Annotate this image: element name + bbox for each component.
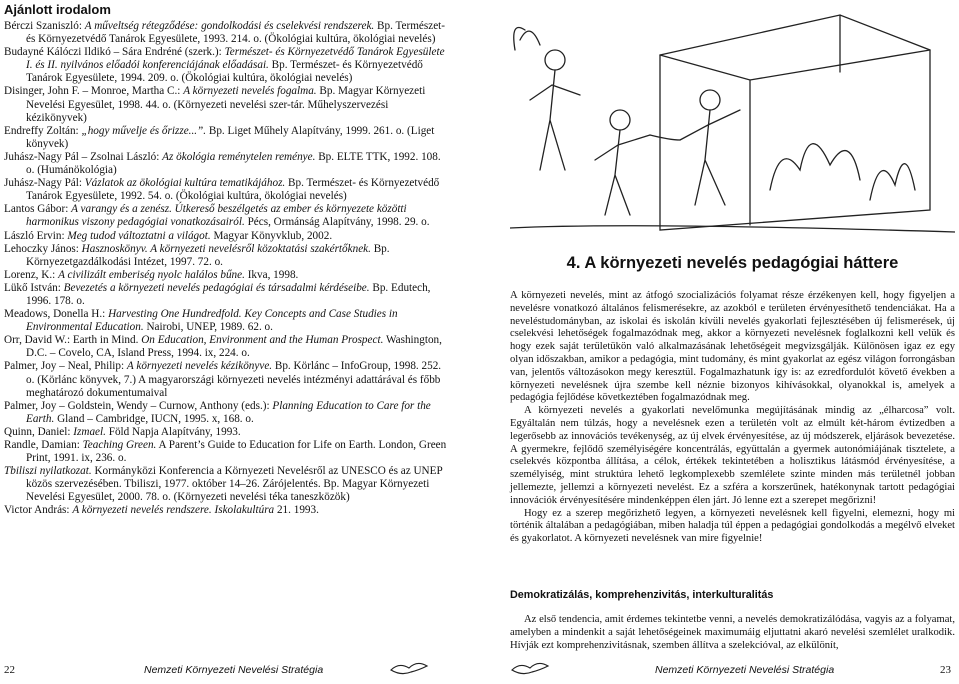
left-page-number: 22 (4, 664, 15, 676)
reference-item: Palmer, Joy – Neal, Philip: A környezeti nevelés kézikönyve. Bp. Körlánc – InfoGroup, 1998. 252. o. (Körlánc könyvek, 7.) A magyarországi környezeti nevelés intézményi adattárával és főbb meghatározó dokumentumaival (4, 360, 442, 399)
reference-item: Budayné Kálóczi Ildikó – Sára Endréné (szerk.): Természet- és Környezetvédő Tanárok Egyesülete I. és II. nyilvános előadói konferenciájának előadásai. Bp. Természet- és Környezetvédő Tanárok Egyesülete, 1994. 209. o. (Ökológiai kultúra, ökológiai nevelés) (4, 46, 445, 85)
right-footer-title: Nemzeti Környezeti Nevelési Stratégia (655, 664, 835, 676)
right-page (510, 0, 955, 684)
left-footer-title: Nemzeti Környezeti Nevelési Stratégia (144, 664, 324, 676)
reference-item: Lükő István: Bevezetés a környezeti nevelés pedagógiai és társadalmi kérdéseibe. Bp. Edutech, 1996. 178. o. (4, 281, 431, 307)
reference-item: László Ervin: Meg tudod változtatni a világot. Magyar Könyvklub, 2002. (4, 229, 333, 242)
footer-bird-icon (389, 658, 429, 678)
body-text-2 (510, 613, 955, 652)
footer-bird-icon (510, 658, 550, 678)
body-text (510, 290, 955, 546)
reference-list (4, 20, 449, 518)
reference-item: Quinn, Daniel: Izmael. Föld Napja Alapítvány, 1993. (4, 425, 241, 438)
subheading: Demokratizálás, komprehenzivitás, interkulturalitás (510, 589, 774, 601)
reference-item: Bérczi Szaniszló: A műveltség rétegződése: gondolkodási és cselekvési rendszerek. Bp. Természet- és Környezetvédő Tanárok Egyesülete, 1993. 214. o. (Ökológiai kultúra, ökológiai nevelés) (4, 20, 445, 46)
chapter-title: 4. A környezeti nevelés pedagógiai háttere (566, 254, 899, 272)
paragraph: Az első tendencia, amit érdemes tekintetbe venni, a nevelés demokratizálódása, vagyis az a folyamat, amelyben a mindenkit a saját lehetőségeinek maximumáig eljuttatni akaró nevelési szemlélet uralkodik. Hívják ezt komprehenzivitásnak, szemben állítva a szelekcióval, az elkülönít, (510, 614, 955, 651)
reference-item: Juhász-Nagy Pál: Vázlatok az ökológiai kultúra tematikájához. Bp. Természet- és Környezetvédő Tanárok Egyesülete, 1992. 54. o. (Ökológiai kultúra, ökológiai nevelés) (4, 177, 440, 203)
cartoon-illustration-image (510, 0, 955, 240)
reference-item: Palmer, Joy – Goldstein, Wendy – Curnow, Anthony (eds.): Planning Education to Care for the Earth. Gland – Cambridge, IUCN, 1995. x, 168. o. (4, 399, 431, 425)
reference-item: Lehoczky János: Hasznoskönyv. A környezeti nevelésről közoktatási szakértőknek. Bp. Környezetgazdálkodási Intézet, 1997. 72. o. (4, 242, 390, 268)
reference-item: Disinger, John F. – Monroe, Martha C.: A környezeti nevelés fogalma. Bp. Magyar Környezeti Nevelési Egyesület, 1998. 44. o. (Környezeti nevelési szer-tár. Műhelyszervezési kézikönyvek) (4, 85, 426, 124)
paragraph: A környezeti nevelés a gyakorlati nevelőmunka megújításának mindig az „élharcosa” volt. Egyáltalán nem túlzás, hogy a nevelésnek ezen a területén volt az elmúlt két-három évtizedben a legerősebb az innovációs tevékenység, az új elvek érvényesítése, az új módszerek, eljárások bevezetése. A gyermekre, fejlődő személyiségére koncentrálás, együttalán a gyermek autonómiájának tisztelete, a cselekvés központba állítása, a célok, értékek tekintetében a holisztikus látásmód érvényesítése, a személyiség, mint struktúra lehető legkomplexebb szemlélete szinte minden más területnél jobban jellemezte, jellemzi a környezeti nevelést. Ez a szféra a korszerűnek, hatékonynak tartott pedagógiai innovációk érvényesítésére mindenképpen élen járt. Jó lenne ezt a szerepet megőrizni! (510, 405, 955, 506)
reference-item: Tbiliszi nyilatkozat. Kormányközi Konferencia a Környezeti Nevelésről az UNESCO és az UNEP közös szervezésében. Tbiliszi, 1977. október 14–26. Zárójelentés. Bp. Magyar Környezeti Nevelési Egyesület, 2000. 78. o. (Környezeti nevelési téka taneszközök) (4, 465, 443, 504)
right-page-number: 23 (940, 664, 951, 676)
section-title: Ajánlott irodalom (4, 2, 111, 17)
reference-item: Lorenz, K.: A civilizált emberiség nyolc halálos bűne. Ikva, 1998. (4, 268, 299, 281)
paragraph: Hogy ez a szerep megőrizhető legyen, a környezeti nevelésnek kell figyelni, elemezni, hogy mi történik általában a pedagógiában, miben haladja túl éppen a pedagógiai gondolkodás a megélvő elveket és gyakorlatot. A környezeti nevelésnek van mire figyelnie! (510, 507, 955, 545)
reference-item: Orr, David W.: Earth in Mind. On Education, Environment and the Human Prospect. Washington, D.C. – Covelo, CA, Island Press, 1994. ix, 224. o. (4, 334, 442, 360)
reference-item: Lantos Gábor: A varangy és a zenész. Útkereső beszélgetés az ember és környezete közötti harmonikus viszony pedagógiai vonatkozásairól. Pécs, Ormánság Alapítvány, 1998. 29. o. (4, 203, 430, 229)
reference-item: Juhász-Nagy Pál – Zsolnai László: Az ökológia reménytelen reménye. Bp. ELTE TTK, 1992. 108. o. (Humánökológia) (4, 150, 441, 177)
reference-item: Meadows, Donella H.: Harvesting One Hundredfold. Key Concepts and Case Studies in Environmental Education. Nairobi, UNEP, 1989. 62. o. (4, 308, 398, 334)
left-page (4, 0, 449, 684)
reference-item: Endreffy Zoltán: „hogy művelje és őrizze...”. Bp. Liget Műhely Alapítvány, 1999. 261. o. (Liget könyvek) (4, 124, 435, 150)
reference-item: Randle, Damian: Teaching Green. A Parent’s Guide to Education for Life on Earth. London, Green Print, 1991. ix, 236. o. (4, 439, 447, 465)
reference-item: Victor András: A környezeti nevelés rendszere. Iskolakultúra 21. 1993. (4, 504, 319, 517)
paragraph: A környezeti nevelés, mint az átfogó szocializációs folyamat része érzékenyen kell, hogy figyeljen a nevelésre vonatkozó általános felismerésekre, az azokból e területen érvényesíthető tendenciákat. Ha a neveléstudományban, az iskolai és iskolán kívüli nevelés gyakorlati fejlesztésében új felismerések, új cselekvési lehetőségek fogalmazódnak meg, akkor a környezeti nevelésnek foglalkozni kell velük és hogy ezek saját területükön való alkalmazásának lehetőségeit megvizsgálják. Különösen igaz ez egy olyan időszakban, amikor a pedagógia, mint tudomány, és mint gyakorlat az egész világon forrongásban van, jelentős változásokon megy keresztül. Fogalmazhatunk így is: az ezredfordulót követő években a környezeti nevelésnek újra szembe kell néznie bizonyos kihívásokkal, olyanokkal is, amelyek a pedagógia fejlődése következtében fogalmazódnak meg. (510, 290, 955, 404)
